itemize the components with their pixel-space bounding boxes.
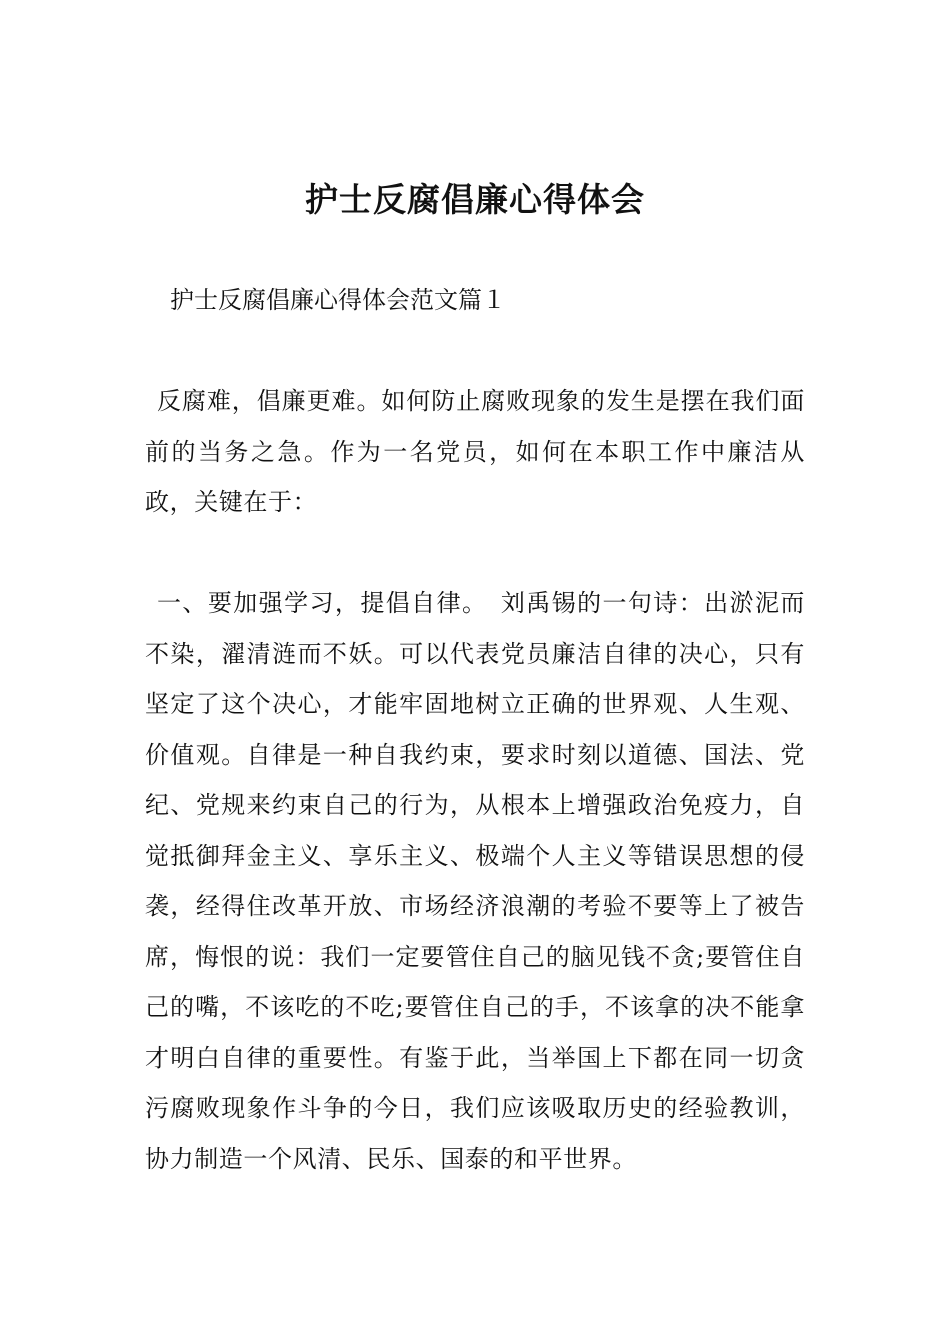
paragraph-intro: 反腐难，倡廉更难。如何防止腐败现象的发生是摆在我们面前的当务之急。作为一名党员，如何在本职工作中廉洁从政，关键在于：	[145, 387, 805, 516]
paragraph-self-discipline: 一、要加强学习，提倡自律。 刘禹锡的一句诗：出淤泥而不染，濯清涟而不妖。可以代表党员廉洁自律的决心，只有坚定了这个决心，才能牢固地树立正确的世界观、人生观、价值观。自律是一种自我约束，要求时刻以道德、国法、党纪、党规来约束自己的行为，从根本上增强政治免疫力，自觉抵御拜金主义、享乐主义、极端个人主义等错误思想的侵袭，经得住改革开放、市场经济浪潮的考验不要等上了被告席，悔恨的说：我们一定要管住自己的脑见钱不贪;要管住自己的嘴，不该吃的不吃;要管住自己的手，不该拿的决不能拿才明白自律的重要性。有鉴于此，当举国上下都在同一切贪污腐败现象作斗争的今日，我们应该吸取历史的经验教训，协力制造一个风清、民乐、国泰的和平世界。	[145, 589, 805, 1173]
section-heading: 护士反腐倡廉心得体会范文篇１	[170, 286, 506, 314]
page-title: 护士反腐倡廉心得体会	[305, 180, 645, 219]
